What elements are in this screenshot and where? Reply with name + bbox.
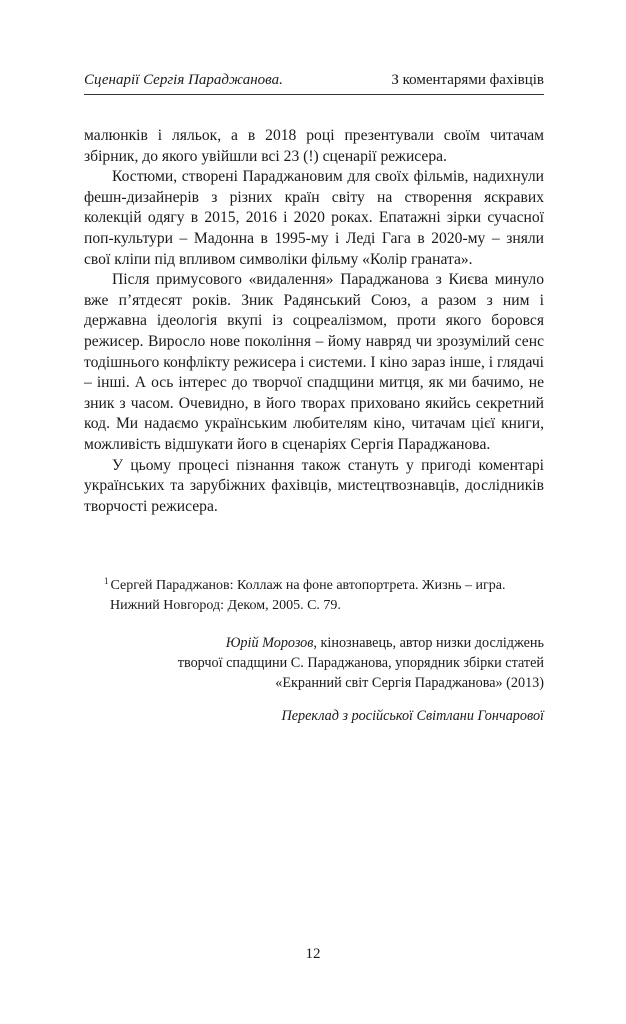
paragraph-2: Костюми, створені Параджановим для своїх фільмів, надихнули фешн-дизайнерів з різних країн світу на створення яскравих колекцій одягу в 2015, 2016 і 2020 роках. Епатажні зірки сучасної поп-культури – Мадонна в 1995-му і Леді Гага в 2020-му – зняли свої кліпи під впливом символіки фільму «Колір граната».	[84, 168, 544, 268]
signature-line-2: творчої спадщини С. Параджанова, упорядник збірки статей	[177, 655, 544, 671]
paragraph-3: Після примусового «видалення» Параджанова з Києва минуло вже п’ятдесят років. Зник Радянський Союз, а разом з ним і державна ідеологія вкупі із соцреалізмом, проти якого боровся режисер. Виросло нове покоління – йому навряд чи зрозумілий сенс тодішнього конфлікту режисера і системи. І кіно зараз інше, і глядачі – інші. А ось інтерес до творчої спадщини митця, як ми бачимо, не зник з часом. Очевидно, в його творах приховано якийсь секретний код. Ми надаємо українським любителям кіно, читачам цієї книги, можливість відшукати його в сценаріях Сергія Параджанова.	[84, 271, 544, 453]
running-header-subtitle: З коментарями фахівців	[391, 72, 544, 88]
footnote-text-1: Сергей Параджанов: Коллаж на фоне автопортрета. Жизнь – игра.	[110, 578, 506, 593]
body-text	[84, 126, 544, 517]
translation-credit: Переклад з російської Світлани Гончарової	[281, 708, 544, 724]
footnote-marker: 1	[104, 576, 109, 586]
author-signature	[130, 633, 544, 693]
footnote-line-2: Нижний Новгород: Деком, 2005. С. 79.	[110, 598, 341, 613]
signature-line-1	[130, 633, 544, 653]
footnote-line-1	[104, 571, 550, 596]
footnote	[104, 571, 550, 616]
paragraph-1: малюнків і ляльок, а в 2018 році презентували своїм читачам збірник, до якого увійшли всі 23 (!) сценарії режисера.	[84, 127, 544, 165]
page-number: 12	[305, 946, 321, 962]
author-name: Юрій Морозов	[225, 635, 314, 651]
signature-line-3: «Екранний світ Сергія Параджанова» (2013)	[275, 675, 544, 691]
paragraph-4: У цьому процесі пізнання також стануть у пригоді коментарі українських та зарубіжних фахівців, мистецтвознавців, дослідників творчості режисера.	[84, 456, 544, 515]
header-divider	[84, 94, 544, 95]
author-role: , кінознавець, автор низки досліджень	[313, 635, 544, 651]
running-header-title: Сценарії Сергія Параджанова.	[84, 72, 283, 88]
